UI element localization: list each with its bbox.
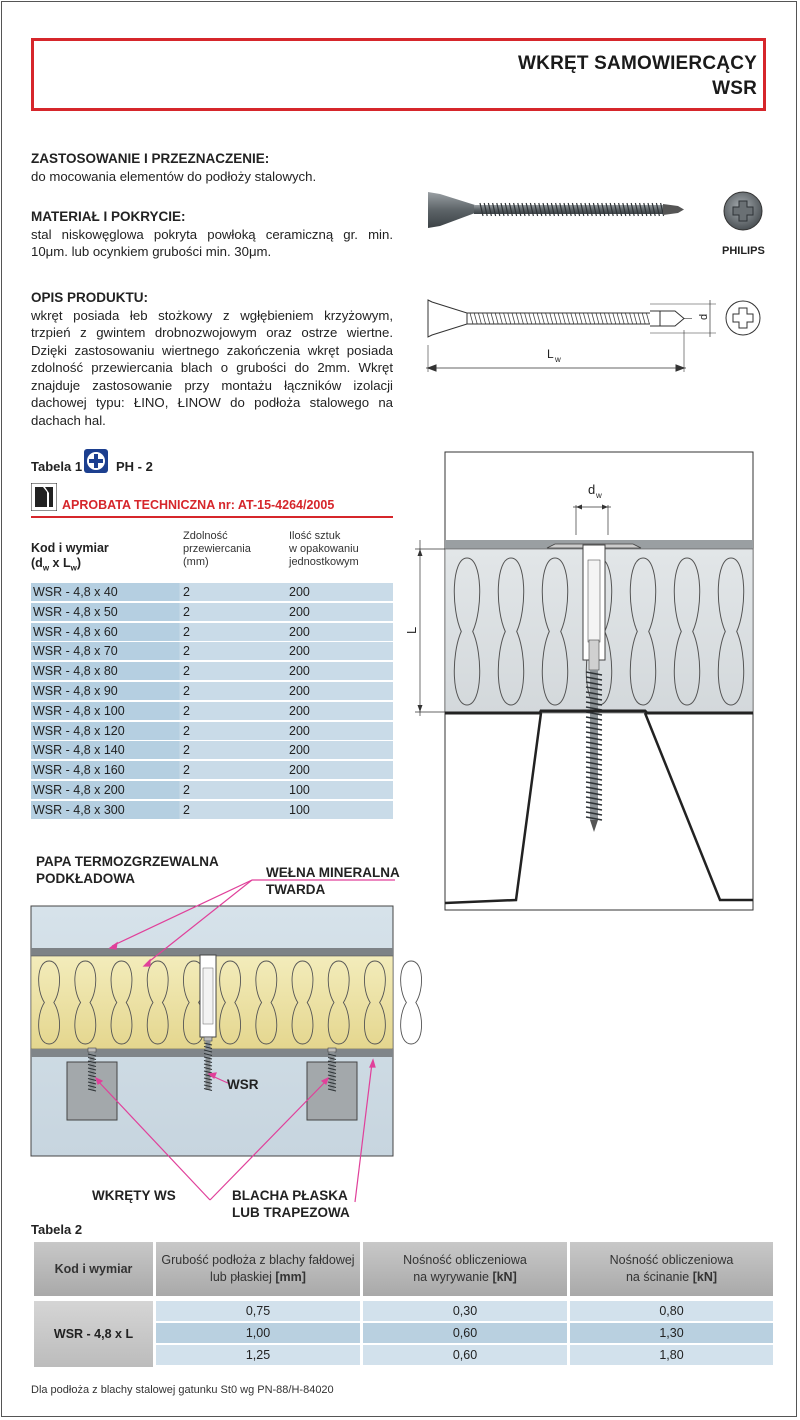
cell-drilling: 2 [183, 743, 190, 758]
table1-header-drilling: Zdolność przewiercania (mm) [183, 530, 251, 568]
table1-header-quantity: Ilość sztuk w opakowaniu jednostkowym [289, 530, 359, 568]
cell-drilling: 2 [183, 624, 190, 639]
drive-type: PH - 2 [116, 459, 153, 474]
cell-thickness: 1,25 [156, 1345, 360, 1367]
section-material-heading: MATERIAŁ I POKRYCIE: [31, 209, 186, 224]
cell-code: WSR - 4,8 x 50 [33, 604, 118, 619]
cell-shear: 1,30 [570, 1323, 773, 1345]
dw-drawing-label: d [698, 313, 710, 320]
cell-shear: 1,80 [570, 1345, 773, 1367]
label-welna: WEŁNA MINERALNA TWARDA [266, 865, 400, 897]
cell-quantity: 200 [289, 703, 310, 718]
title-line2: WSR [712, 78, 757, 99]
cell-drilling: 2 [183, 703, 190, 718]
cell-drilling: 2 [183, 723, 190, 738]
section-material-text: stal niskowęglowa pokryta powłoką ceramiczną gr. min. 10μm. lub ocynkiem grubości min. 30μm. [31, 226, 393, 259]
label-papa: PAPA TERMOZGRZEWALNA PODKŁADOWA [36, 854, 219, 886]
cell-thickness: 0,75 [156, 1301, 360, 1323]
cell-drilling: 2 [183, 782, 190, 797]
dw-diagram-label: d [588, 482, 596, 497]
table2-header-code: Kod i wymiar [34, 1242, 153, 1296]
section-usage-heading: ZASTOSOWANIE I PRZEZNACZENIE: [31, 151, 270, 166]
cell-pullout: 0,60 [363, 1345, 567, 1367]
label-wsr: WSR [227, 1077, 259, 1092]
cell-quantity: 200 [289, 664, 310, 679]
table2-row [34, 1301, 773, 1323]
cell-drilling: 2 [183, 683, 190, 698]
cell-drilling: 2 [183, 802, 190, 817]
cell-code: WSR - 4,8 x 120 [33, 723, 125, 738]
cell-code: WSR - 4,8 x 100 [33, 703, 125, 718]
cell-quantity: 200 [289, 604, 310, 619]
cell-drilling: 2 [183, 664, 190, 679]
cell-code: WSR - 4,8 x 300 [33, 802, 125, 817]
table2-key: WSR - 4,8 x L [34, 1301, 153, 1367]
cell-quantity: 200 [289, 743, 310, 758]
lu-diagram-label: L [404, 626, 419, 634]
cell-code: WSR - 4,8 x 200 [33, 782, 125, 797]
cell-code: WSR - 4,8 x 70 [33, 644, 118, 659]
label-blacha: BLACHA PŁASKA LUB TRAPEZOWA [232, 1188, 350, 1220]
dw-diagram-sub: w [596, 491, 602, 500]
label-wkrety: WKRĘTY WS [92, 1188, 176, 1203]
approval-number: APROBATA TECHNICZNA nr: AT-15-4264/2005 [62, 498, 335, 512]
footnote: Dla podłoża z blachy stalowej gatunku St0 wg PN-88/H-84020 [31, 1384, 334, 1396]
table1-label: Tabela 1 [31, 459, 83, 474]
cell-thickness: 1,00 [156, 1323, 360, 1345]
section-description-text: wkręt posiada łeb stożkowy z wgłębieniem krzyżowym, trzpień z gwintem drobnozwojowym oraz ostrze wiertne. Dzięki zastosowaniu wiertnego zakończenia wkręt posiada zdolność przewiercania blach o grubości do 2mm. Wkręt znajduje zastosowanie przy montażu łączników izolacji dachowej typu: ŁINO, ŁINOW do podłoża stalowego na dachach hal. [31, 307, 393, 428]
cell-pullout: 0,30 [363, 1301, 567, 1323]
cell-drilling: 2 [183, 585, 190, 599]
cell-quantity: 200 [289, 723, 310, 738]
section-usage-text: do mocowania elementów do podłoży stalowych. [31, 168, 317, 184]
cell-code: WSR - 4,8 x 80 [33, 664, 118, 679]
cell-quantity: 100 [289, 802, 310, 817]
cell-quantity: 100 [289, 782, 310, 797]
title-line1: WKRĘT SAMOWIERCĄCY [518, 53, 757, 74]
cell-quantity: 200 [289, 624, 310, 639]
philips-label: PHILIPS [722, 245, 765, 257]
cell-quantity: 200 [289, 585, 310, 599]
table2-header-shear: Nośność obliczeniowa na ścinanie [kN] [570, 1242, 773, 1296]
table1-header-code-line1: Kod i wymiar [31, 541, 109, 555]
cell-code: WSR - 4,8 x 60 [33, 624, 118, 639]
cell-quantity: 200 [289, 644, 310, 659]
table2-header-thickness: Grubość podłoża z blachy fałdowej lub płaskiej [mm] [156, 1242, 360, 1296]
lw-drawing-sub: w [555, 355, 561, 364]
table2-header-pullout: Nośność obliczeniowa na wyrywanie [kN] [363, 1242, 567, 1296]
cell-drilling: 2 [183, 604, 190, 619]
table2 [31, 1242, 776, 1367]
cell-quantity: 200 [289, 763, 310, 778]
cell-code: WSR - 4,8 x 160 [33, 763, 125, 778]
cell-quantity: 200 [289, 683, 310, 698]
cell-code: WSR - 4,8 x 90 [33, 683, 118, 698]
cell-shear: 0,80 [570, 1301, 773, 1323]
section-description-heading: OPIS PRODUKTU: [31, 290, 149, 305]
cell-code: WSR - 4,8 x 40 [33, 585, 118, 599]
cell-drilling: 2 [183, 644, 190, 659]
lw-drawing-label: L [547, 347, 554, 361]
cell-pullout: 0,60 [363, 1323, 567, 1345]
table2-label: Tabela 2 [31, 1222, 83, 1237]
table1-header-code-line2: ($d_w$ x $L_w$) [31, 556, 81, 573]
cell-drilling: 2 [183, 763, 190, 778]
cell-code: WSR - 4,8 x 140 [33, 743, 125, 758]
